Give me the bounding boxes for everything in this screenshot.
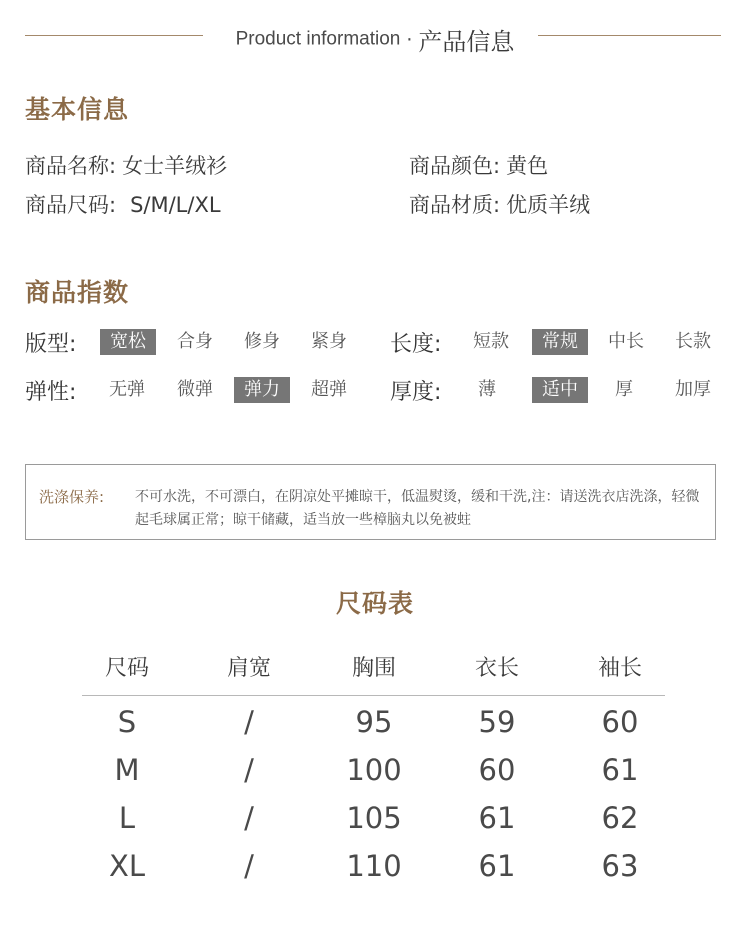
length-option-long: 长款 bbox=[675, 331, 711, 352]
length-label: 长度: bbox=[390, 332, 442, 357]
thickness-option-thin: 薄 bbox=[478, 379, 496, 400]
thickness-option-extra-thick: 加厚 bbox=[675, 379, 711, 400]
fit-label: 版型: bbox=[25, 332, 77, 357]
length-option-regular: 常规 bbox=[532, 329, 588, 355]
title-english: Product information bbox=[235, 28, 401, 50]
size-table-cell: 110 bbox=[346, 849, 402, 883]
size-table-cell: 61 bbox=[478, 849, 516, 883]
size-table-header: 胸围 bbox=[351, 656, 396, 681]
info-label: 商品尺码: bbox=[25, 193, 117, 217]
length-option-short: 短款 bbox=[473, 331, 509, 352]
size-table-cell: L bbox=[118, 801, 136, 835]
size-table-cell: 60 bbox=[601, 705, 639, 739]
elasticity-option-super: 超弹 bbox=[311, 379, 347, 400]
basic-info-title: 基本信息 bbox=[25, 95, 130, 124]
size-table-cell: / bbox=[244, 753, 254, 787]
info-item-size bbox=[25, 189, 221, 219]
thickness-option-thick: 厚 bbox=[615, 379, 633, 400]
title-chinese: 产品信息 bbox=[418, 28, 515, 56]
size-table-divider bbox=[82, 695, 665, 696]
care-label: 洗涤保养: bbox=[39, 488, 105, 506]
fit-option-regular: 合身 bbox=[177, 331, 213, 352]
size-table-cell: 59 bbox=[478, 705, 516, 739]
care-box bbox=[25, 464, 716, 540]
info-item-name bbox=[25, 150, 227, 180]
size-table-cell: S bbox=[117, 705, 137, 739]
thickness-label: 厚度: bbox=[390, 380, 442, 405]
size-table-header: 衣长 bbox=[474, 656, 519, 681]
info-label: 商品颜色: bbox=[409, 154, 501, 178]
fit-option-tight: 紧身 bbox=[311, 331, 347, 352]
size-table-cell: XL bbox=[108, 849, 146, 883]
size-table-header: 尺码 bbox=[104, 656, 149, 681]
info-value: S/M/L/XL bbox=[130, 193, 221, 217]
size-table-header: 袖长 bbox=[597, 656, 642, 681]
size-table-cell: 95 bbox=[355, 705, 393, 739]
elasticity-option-none: 无弹 bbox=[109, 379, 145, 400]
index-title: 商品指数 bbox=[25, 278, 130, 307]
index-row-1 bbox=[0, 329, 750, 355]
care-text: 不可水洗，不可漂白，在阴凉处平摊晾干，低温熨烫，缓和干洗,注：请送洗衣店洗涤，轻微起毛球属正常；晾干储藏，适当放一些樟脑丸以免被蛀 bbox=[135, 489, 700, 528]
size-table-cell: 105 bbox=[346, 801, 402, 835]
info-label: 商品名称: bbox=[25, 154, 117, 178]
info-value: 优质羊绒 bbox=[506, 193, 591, 217]
elasticity-label: 弹性: bbox=[25, 380, 77, 405]
size-table-cell: 61 bbox=[478, 801, 516, 835]
size-table-cell: M bbox=[114, 753, 140, 787]
elasticity-option-stretch: 弹力 bbox=[234, 377, 290, 403]
index-row-2 bbox=[0, 377, 750, 403]
length-option-medium-long: 中长 bbox=[608, 331, 644, 352]
info-item-color bbox=[409, 150, 548, 180]
info-value: 女士羊绒衫 bbox=[122, 154, 228, 178]
size-table-cell: 63 bbox=[601, 849, 639, 883]
size-table-cell: / bbox=[244, 705, 254, 739]
info-value: 黄色 bbox=[506, 154, 549, 178]
page-title bbox=[0, 22, 750, 57]
thickness-option-medium: 适中 bbox=[532, 377, 588, 403]
size-table-title: 尺码表 bbox=[335, 589, 414, 618]
size-table-cell: 100 bbox=[346, 753, 402, 787]
title-separator: · bbox=[406, 28, 413, 51]
elasticity-option-slight: 微弹 bbox=[177, 379, 213, 400]
fit-option-slim: 修身 bbox=[244, 331, 280, 352]
fit-option-loose: 宽松 bbox=[100, 329, 156, 355]
size-table-header: 肩宽 bbox=[226, 656, 271, 681]
size-table-cell: 61 bbox=[601, 753, 639, 787]
info-label: 商品材质: bbox=[409, 193, 501, 217]
size-table-cell: 60 bbox=[478, 753, 516, 787]
size-table-cell: / bbox=[244, 801, 254, 835]
info-item-material bbox=[409, 189, 590, 219]
size-table-cell: 62 bbox=[601, 801, 639, 835]
size-table-cell: / bbox=[244, 849, 254, 883]
